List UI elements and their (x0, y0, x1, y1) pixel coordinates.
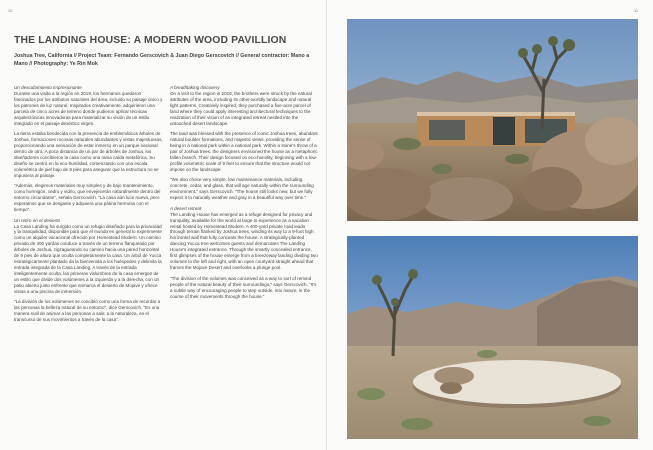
spanish-paragraph-4: La Casa Landing ha surgido como un refugio diseñado para la privacidad y la tranquilidad, disponible para que el mundo en general lo experimente como un alquiler vacacional ofrecido por Homestead Modern. Un camino privado de 400 yardas conduce a través de un terreno flanqueado por árboles de Joshua, zigzagueando su camino hacia una pared horizontal de 9 pies de altura que oculta completamente la casa. Un árbol de Yucca estratégicamente plantado da la bienvenida a los huéspedes y delimita la entrada integrada de la Casa Landing. A través de la entrada inteligentemente oculta, las primeras vislumbres de la casa emergen de un estilo que divide dos volúmenes a la izquierda y a la derecha, con un patio abierto justo enfrente que enmarca el desierto de Mojave y ofrece vistas a una piscina de inmersión. (14, 223, 162, 294)
photo-desert-deck (347, 236, 638, 439)
page-number-left: 10 (8, 8, 13, 13)
page-number-right: 11 (634, 8, 639, 13)
english-paragraph-2: The land was blessed with the presence of iconic Joshua trees, abundant natural boulder formations, and majestic views, providing the sense of being in a national park within a national park. Within a stone's throw of a pair of Joshua trees, the designers envisioned the house as a metaphoric fallen branch. Their design focused on eco-humility, beginning with a low-profile volumetric scale of 9 feet to ensure that the structure would not impose on the landscape. (170, 131, 318, 172)
english-column (170, 85, 320, 304)
photo-desert-deck-image (347, 236, 638, 439)
article-credits: Joshua Tree, California // Project Team: Fernando Gerscovich & Juan Diego Gerscovich // General contractor: Mano a Mano // Photography: Ye Rin Mok (14, 53, 310, 67)
english-heading-1: A breathtaking discovery (170, 85, 220, 90)
spanish-heading-2: Un retiro en el desierto (14, 217, 60, 223)
spanish-paragraph-1: Durante una visita a la región en 2019, los hermanos quedaron fascinados por los atributos naturales del área, incluido su paisaje único y los patrones de luz natural. Inspirados creativamente, adquirieron una parcela de cinco acres de terreno donde pudieron aplicar técnicas arquitectónicas innovadoras para materializar su visión de un estilo integrado en el paisaje desértico virgen. (14, 90, 163, 126)
spanish-paragraph-5: "La división de los volúmenes se concibió como una forma de recordar a las personas la belleza natural de su entorno", dice Gerscovich. "Es una manera sutil de animar a las personas a salir, a la naturaleza, en el transcurso de sus movimientos a través de la casa". (14, 299, 161, 323)
spanish-section-2 (14, 218, 164, 295)
spanish-paragraph-2: La tierra estaba bendecida con la presencia de emblemáticos árboles de Joshua, formaciones rocosas naturales abundantes y vistas majestuosas, proporcionando una sensación de estar inmerso en un parque nacional dentro de otro. A poca distancia de un par de árboles de Joshua, los diseñadores concibieron la casa como una rama caída metafórica. Su diseño se centró en la eco-humildad, comenzando con una escala volumétrica de piel bajo de 9 pies para asegurar que la estructura no se impusiera al paisaje. (14, 131, 163, 178)
english-section-1 (170, 85, 320, 127)
english-paragraph-1: On a visit to the region in 2019, the brothers were struck by the natural attributes of the area, including its other-worldly landscape and natural light patterns. Creatively inspired, they purchased a five-acre parcel of land where they could apply interesting architectural techniques to the realization of their vision of an integrated retreat nestled into the untouched desert landscape. (170, 90, 312, 126)
photo-house-exterior-image (347, 19, 638, 221)
english-section-2 (170, 206, 320, 271)
spanish-paragraph-3: "Además, elegimos materiales muy simples y de bajo mantenimiento, como hormigón, cedro y vidrio, que envejecerán naturalmente dentro del entorno circundante", señala Gerscovich. "La casa aún luce nueva, pero esperamos que se desgaste y adquiera una pátina hermosa con el tiempo". (14, 183, 161, 213)
english-heading-2: A desert retreat (170, 205, 202, 211)
article-title: THE LANDING HOUSE: A MODERN WOOD PAVILLION (14, 35, 287, 46)
spanish-column (14, 85, 164, 328)
page-gutter (326, 0, 327, 450)
english-paragraph-4: The Landing House has emerged as a refuge designed for privacy and tranquility, available for the world at large to experience as a vacation rental hosted by Homestead Modern. A 400-yard private road leads through terrain flanked by Joshua trees, winding its way to a 9-foot high horizontal wall that fully conceals the house. A strategically-planted dancing Yucca tree welcomes guests and demarcates The Landing House's integrated entrance. Through the smartly concealed entrance, first glimpses of the house emerge from a breezeway landing dividing two volumes to the left and right, with an open courtyard straight ahead that frames the Mojave Desert and overlooks a plunge pool. (170, 211, 318, 271)
photo-house-exterior (347, 19, 638, 221)
english-paragraph-5: "The division of the volumes was conceived as a way to sort of remind people of the natural beauty of their surroundings," says Gerscovich. "It's a subtle way of encouraging people to step outside, into nature, in the course of their movements through the house." (170, 275, 317, 299)
english-paragraph-3: "We also chose very simple, low maintenance materials, including concrete, cedar, and glass, that will age naturally within the surrounding environment," says Gerscovich. "The house still looks new, but we fully expect it to naturally weather and gray in a beautiful way over time." (170, 177, 314, 201)
spanish-heading-1: Un descubrimiento impresionante (14, 85, 82, 90)
spanish-section-1 (14, 85, 164, 127)
